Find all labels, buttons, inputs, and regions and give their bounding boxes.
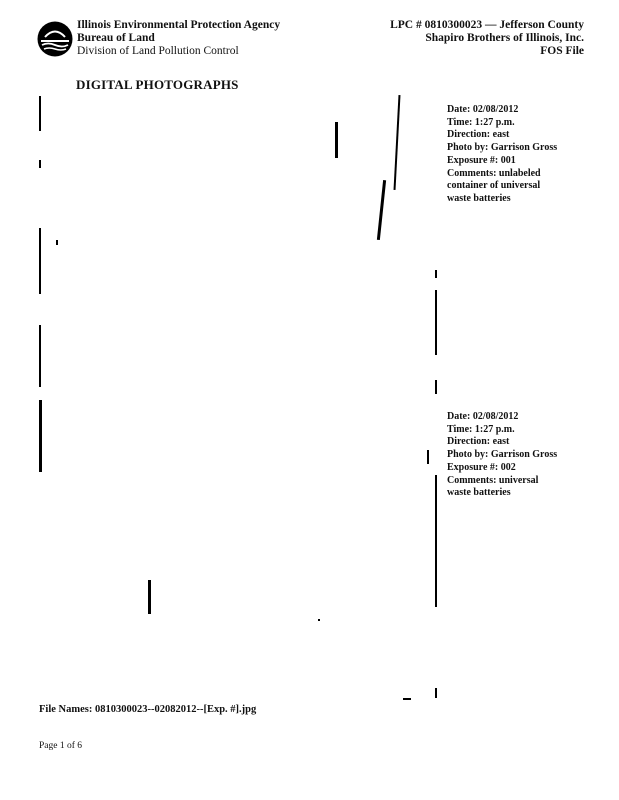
agency-name: Illinois Environmental Protection Agency: [77, 19, 281, 31]
scan-artifact-mark: [435, 380, 437, 394]
photo-2-direction: Direction: east: [447, 436, 510, 448]
scan-artifact-mark: [318, 619, 320, 621]
scan-artifact-mark: [435, 270, 437, 278]
photo-1-metadata: [447, 104, 557, 206]
photo-2-metadata: [447, 411, 557, 500]
scan-artifact-mark: [394, 95, 401, 190]
scan-artifact-mark: [148, 580, 151, 614]
scan-artifact-mark: [335, 122, 338, 158]
photo-2-comments-line: Comments: universal: [447, 474, 539, 486]
facility-name: Shapiro Brothers of Illinois, Inc.: [425, 32, 584, 44]
scan-artifact-mark: [39, 400, 42, 472]
file-names: File Names: 0810300023--02082012--[Exp. #].jpg: [39, 704, 257, 715]
page-number: Page 1 of 6: [39, 741, 83, 751]
scan-artifact-mark: [56, 240, 58, 245]
photo-1-comments-line: Comments: unlabeled: [447, 167, 541, 179]
photo-1-date: Date: 02/08/2012: [447, 104, 519, 115]
scan-artifact-mark: [435, 290, 437, 355]
scan-artifact-mark: [39, 96, 41, 131]
lpc-number: LPC # 0810300023 — Jefferson County: [390, 19, 584, 31]
photo-1-time: Time: 1:27 p.m.: [447, 116, 515, 128]
agency-block: [77, 19, 280, 58]
scan-artifact-mark: [427, 450, 429, 464]
photo-2-time: Time: 1:27 p.m.: [447, 423, 515, 435]
scan-artifact-mark: [403, 698, 411, 700]
photo-1-photographer: Photo by: Garrison Gross: [447, 142, 558, 154]
photo-1-direction: Direction: east: [447, 129, 510, 141]
page-title: DIGITAL PHOTOGRAPHS: [76, 77, 239, 92]
photo-2-date: Date: 02/08/2012: [447, 411, 519, 422]
scan-artifact-mark: [39, 325, 41, 387]
bureau-name: Bureau of Land: [77, 32, 155, 44]
scan-artifact-mark: [377, 180, 386, 240]
photo-1-exposure: Exposure #: 001: [447, 154, 516, 166]
scan-artifact-mark: [435, 688, 437, 698]
photo-2-comments-line: waste batteries: [447, 487, 511, 499]
case-block: [390, 19, 584, 58]
photo-1-comments-line: container of universal: [447, 180, 541, 192]
photo-2-photographer: Photo by: Garrison Gross: [447, 449, 558, 461]
division-name: Division of Land Pollution Control: [77, 45, 239, 57]
iepa-seal-icon: [36, 20, 74, 58]
file-type: FOS File: [540, 45, 584, 57]
scan-artifact-mark: [39, 160, 41, 168]
photo-1-comments-line: waste batteries: [447, 192, 511, 204]
photo-2-exposure: Exposure #: 002: [447, 461, 516, 473]
scan-artifact-mark: [435, 475, 437, 607]
scan-artifact-mark: [39, 228, 41, 294]
